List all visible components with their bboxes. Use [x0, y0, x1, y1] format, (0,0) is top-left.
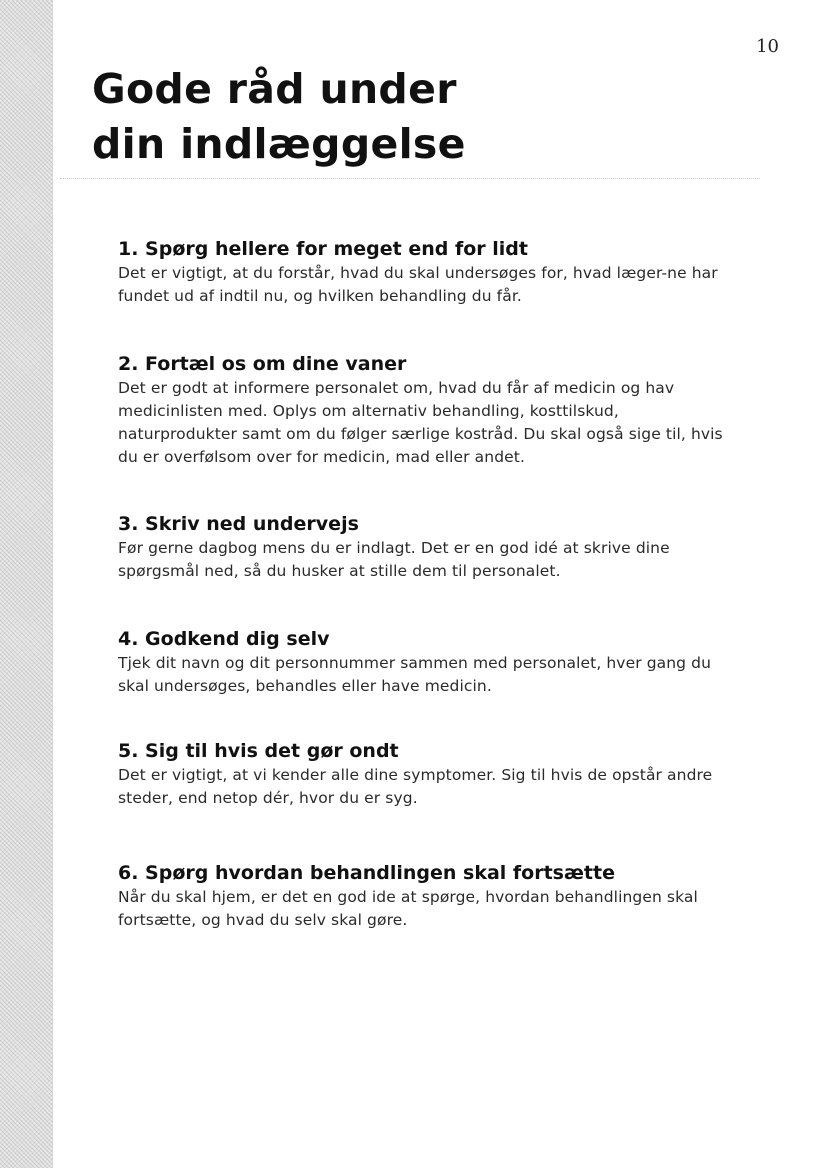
tip-6 — [118, 860, 728, 932]
binding-divider — [52, 0, 53, 1168]
tip-heading: 5. Sig til hvis det gør ondt — [118, 740, 399, 762]
title-divider — [60, 178, 760, 179]
binding-edge — [0, 0, 52, 1168]
tip-body: Det er godt at informere personalet om, hvad du får af medicin og hav medicinlisten med. Oplys om alternativ behandling, kosttilskud, naturprodukter samt om du følger særlige kostråd. Du skal også sige til, hvis du er overfølsom over for medicin, mad eller andet. — [118, 379, 723, 466]
tip-heading: 4. Godkend dig selv — [118, 628, 330, 650]
page-number: 10 — [756, 36, 779, 57]
tip-body: Det er vigtigt, at du forstår, hvad du skal undersøges for, hvad læger-ne har fundet ud af indtil nu, og hvilken behandling du får. — [118, 264, 718, 305]
tip-body: Det er vigtigt, at vi kender alle dine symptomer. Sig til hvis de opstår andre steder, end netop dér, hvor du er syg. — [118, 766, 713, 807]
tip-heading: 6. Spørg hvordan behandlingen skal fortsætte — [118, 862, 615, 884]
tip-body: Tjek dit navn og dit personnummer sammen med personalet, hver gang du skal undersøges, behandles eller have medicin. — [118, 654, 712, 695]
tip-heading: 2. Fortæl os om dine vaner — [118, 353, 407, 375]
tip-4 — [118, 626, 728, 698]
tip-2 — [118, 351, 728, 469]
tip-body: Før gerne dagbog mens du er indlagt. Det er en god idé at skrive dine spørgsmål ned, så du husker at stille dem til personalet. — [118, 539, 670, 580]
page-title-line-2: din indlæggelse — [92, 120, 466, 168]
tip-heading: 1. Spørg hellere for meget end for lidt — [118, 238, 528, 260]
page-title-line-1: Gode råd under — [92, 65, 457, 113]
tip-heading: 3. Skriv ned undervejs — [118, 513, 359, 535]
tip-5 — [118, 738, 728, 810]
tip-1 — [118, 236, 728, 308]
tip-3 — [118, 511, 728, 583]
page-title — [92, 62, 652, 172]
tip-body: Når du skal hjem, er det en god ide at spørge, hvordan behandlingen skal fortsætte, og hvad du selv skal gøre. — [118, 888, 698, 929]
